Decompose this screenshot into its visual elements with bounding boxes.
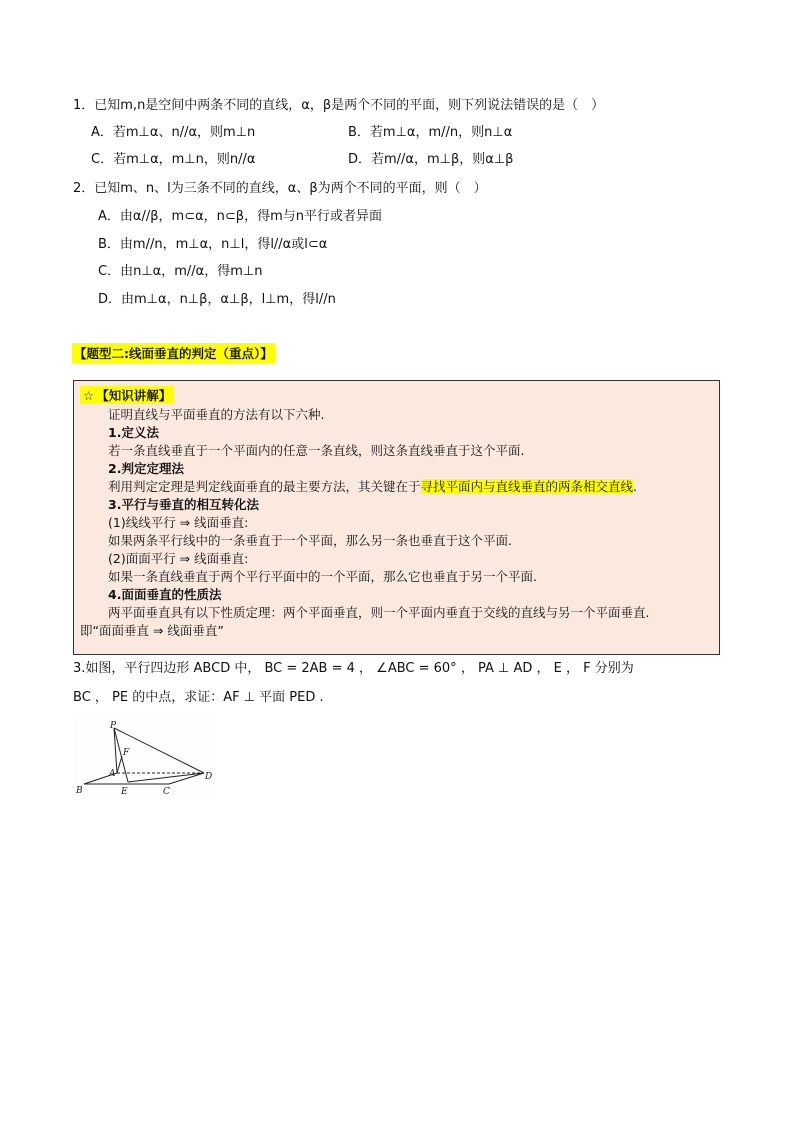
label-f: F xyxy=(123,748,130,758)
method1-title: 1.定义法 xyxy=(108,425,159,440)
knowledge-header-label: 【知识讲解】 xyxy=(96,388,172,403)
q1-stem: 1．已知m,n是空间中两条不同的直线，α，β是两个不同的平面，则下列说法错误的是（ ） xyxy=(73,98,605,113)
label-e: E xyxy=(121,787,128,797)
method2-text-highlight: 寻找平面内与直线垂直的两条相交直线 xyxy=(420,479,634,494)
q2-stem: 2．已知m、n、l为三条不同的直线，α、β为两个不同的平面，则（ ） xyxy=(73,181,487,196)
method2-text xyxy=(108,478,637,496)
method2-title: 2.判定定理法 xyxy=(108,461,184,476)
q2-option-b: B．由m//n，m⊥α，n⊥l，得l//α或l⊂α xyxy=(98,237,328,252)
method1-text: 若一条直线垂直于一个平面内的任意一条直线，则这条直线垂直于这个平面. xyxy=(108,443,525,458)
method3-title: 3.平行与垂直的相互转化法 xyxy=(108,497,259,512)
q1-option-a: A．若m⊥α、n//α，则m⊥n xyxy=(91,125,256,140)
knowledge-intro: 证明直线与平面垂直的方法有以下六种. xyxy=(108,407,325,422)
knowledge-header xyxy=(80,386,174,404)
q2-option-d: D．由m⊥α，n⊥β，α⊥β，l⊥m，得l//n xyxy=(98,292,336,307)
q3-line1: 3.如图，平行四边形 ABCD 中， BC = 2AB = 4 ， ∠ABC = 60° ， PA ⊥ AD ， E ， F 分别为 xyxy=(73,661,634,676)
knowledge-box xyxy=(73,380,720,655)
label-c: C xyxy=(163,787,170,797)
method4-text2: 即“面面垂直 ⇒ 线面垂直” xyxy=(80,623,224,638)
q1-option-b: B．若m⊥α，m//n，则n⊥α xyxy=(348,125,513,140)
method4-text1: 两平面垂直具有以下性质定理：两个平面垂直，则一个平面内垂直于交线的直线与另一个平面垂直. xyxy=(108,605,650,620)
section-title: 【题型二:线面垂直的判定（重点）】 xyxy=(72,343,275,363)
method2-text-pre: 利用判定定理是判定线面垂直的最主要方法，其关键在于 xyxy=(108,479,421,494)
method3-sub2-text: 如果一条直线垂直于两个平行平面中的一个平面，那么它也垂直于另一个平面. xyxy=(108,569,537,584)
q2-option-a: A．由α//β，m⊂α，n⊂β，得m与n平行或者异面 xyxy=(98,209,382,224)
method3-sub2: (2)面面平行 ⇒ 线面垂直: xyxy=(108,551,249,566)
method3-sub1-text: 如果两条平行线中的一条垂直于一个平面，那么另一条也垂直于这个平面. xyxy=(108,533,512,548)
q3-line2: BC ， PE 的中点，求证：AF ⊥ 平面 PED . xyxy=(73,690,324,705)
label-d: D xyxy=(205,772,213,782)
label-p: P xyxy=(110,721,117,731)
q1-option-c: C．若m⊥α，m⊥n，则n//α xyxy=(91,152,256,167)
label-a: A xyxy=(109,769,116,779)
geometry-figure xyxy=(74,716,216,798)
pyramid-diagram xyxy=(74,716,216,798)
method2-text-post: . xyxy=(633,479,638,494)
q2-option-c: C．由n⊥α，m//α，得m⊥n xyxy=(98,264,263,279)
method3-sub1: (1)线线平行 ⇒ 线面垂直: xyxy=(108,515,249,530)
star-icon: ☆ xyxy=(83,388,95,403)
label-b: B xyxy=(76,786,83,796)
q1-option-d: D．若m//α，m⊥β，则α⊥β xyxy=(348,152,514,167)
method4-title: 4.面面垂直的性质法 xyxy=(108,587,222,602)
